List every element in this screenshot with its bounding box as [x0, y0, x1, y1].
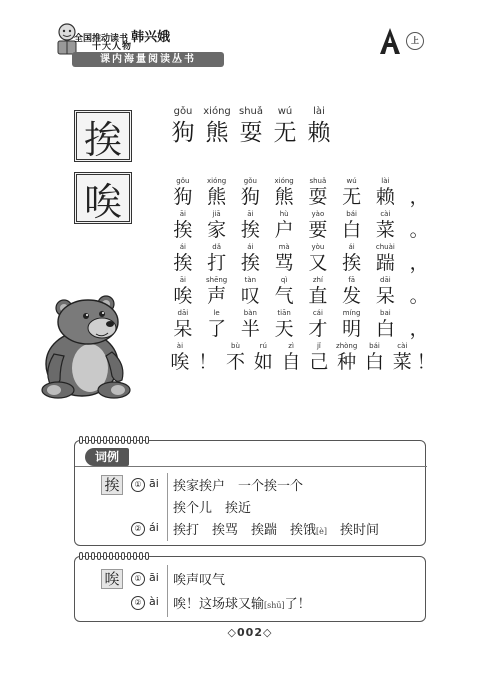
poem-char: shēng 声 — [205, 276, 228, 307]
poem-char: cài 菜 — [392, 342, 412, 373]
reading-2: ② ài — [131, 595, 159, 610]
poem-char: cái 才 — [308, 309, 328, 340]
poem-punct: ！ — [416, 351, 436, 373]
word-example-box-ai — [74, 440, 426, 546]
poem-line — [166, 176, 436, 209]
book-header — [52, 22, 452, 72]
poem-punct: ， — [409, 252, 429, 274]
poem-char: mà 骂 — [274, 243, 294, 274]
poem-line — [166, 275, 436, 308]
pinyin-annotation: [shū] — [264, 601, 285, 610]
reading-1: ① āi — [131, 477, 159, 492]
example-char-tag: 唉 — [101, 569, 123, 589]
example-words: 挨个儿 挨近 — [173, 501, 252, 516]
poem-char: hù 户 — [274, 210, 294, 241]
poem-char: qì 气 — [274, 276, 294, 307]
title-char: xióng 熊 — [203, 106, 231, 146]
title-char: shuǎ 耍 — [238, 106, 263, 146]
poem-char: ài 唉 — [170, 342, 190, 373]
poem-char: wú 无 — [342, 177, 362, 208]
poem-line — [166, 308, 436, 341]
word-example-box-ai-2 — [74, 556, 426, 622]
poem-line — [166, 242, 436, 275]
poem-char: lài 赖 — [375, 177, 395, 208]
title-char: wú 无 — [273, 106, 297, 146]
reading-1: ① āi — [131, 571, 159, 586]
example-header — [75, 447, 427, 467]
bear-illustration — [30, 292, 138, 402]
page-number: ◇002◇ — [227, 626, 273, 639]
poem-punct: 。 — [409, 219, 429, 241]
poem-char: tiān 天 — [274, 309, 294, 340]
poem-title — [168, 105, 334, 147]
level-a-badge — [378, 26, 402, 56]
reading-2: ② ái — [131, 521, 159, 536]
poem-char: míng 明 — [342, 309, 362, 340]
poem-char: gǒu 狗 — [173, 177, 193, 208]
poem-punct: ！ — [198, 351, 218, 373]
example-words: 唉声叹气 — [173, 573, 226, 588]
poem-char: ái 挨 — [240, 243, 260, 274]
poem-char: bái 白 — [342, 210, 362, 241]
char-card-ai-2: 唉 — [74, 172, 132, 224]
example-label: 词例 — [85, 448, 129, 466]
poem-char: āi 唉 — [173, 276, 193, 307]
divider — [167, 473, 168, 541]
char-card-ai-1: 挨 — [74, 110, 132, 162]
poem-line — [166, 341, 436, 374]
spiral-binding-icon — [79, 552, 149, 560]
poem-char: ái 挨 — [342, 243, 362, 274]
poem-char: dǎ 打 — [207, 243, 227, 274]
poem-char: āi 挨 — [173, 210, 193, 241]
poem-char: bai 白 — [375, 309, 395, 340]
poem-char: gǒu 狗 — [240, 177, 260, 208]
poem-char: yào 要 — [308, 210, 328, 241]
poem-char: jiā 家 — [207, 210, 227, 241]
example-words: 唉！这场球又输[shū]了！ — [173, 597, 311, 612]
example-words: 挨打 挨骂 挨踹 挨饿[è] 挨时间 — [173, 523, 380, 538]
poem-char: tàn 叹 — [240, 276, 260, 307]
poem-char: zì 自 — [281, 342, 301, 373]
pinyin-annotation: [è] — [316, 527, 327, 536]
divider — [167, 565, 168, 617]
poem-char: rú 如 — [253, 342, 273, 373]
poem-char: zhòng 种 — [336, 342, 358, 373]
poem-char: āi 挨 — [240, 210, 260, 241]
example-char-tag: 挨 — [101, 475, 123, 495]
poem-char: ái 挨 — [173, 243, 193, 274]
poem-char: jǐ 己 — [309, 342, 329, 373]
series-subtitle: 十大人物 — [92, 42, 133, 52]
poem-char: bái 白 — [364, 342, 384, 373]
poem-line — [166, 209, 436, 242]
poem-char: dāi 呆 — [173, 309, 193, 340]
poem-char: chuài 踹 — [375, 243, 395, 274]
poem-char: yòu 又 — [308, 243, 328, 274]
example-words: 挨家挨户 一个挨一个 — [173, 479, 304, 494]
series-banner: 课内海量阅读丛书 — [72, 52, 224, 67]
poem-char: cài 菜 — [375, 210, 395, 241]
poem-char: shuǎ 耍 — [308, 177, 328, 208]
poem-char: xióng 熊 — [274, 177, 294, 208]
author-name: 韩兴娥 — [131, 30, 171, 45]
poem-char: le 了 — [207, 309, 227, 340]
series-title: 全国推动读书 韩兴娥 — [74, 30, 171, 45]
poem-punct: 。 — [409, 285, 429, 307]
poem-char: bù 不 — [225, 342, 245, 373]
poem-char: fā 发 — [342, 276, 362, 307]
poem-char: zhí 直 — [308, 276, 328, 307]
poem-punct: ， — [409, 318, 429, 340]
volume-badge: 上 — [406, 32, 424, 50]
poem-char: bàn 半 — [240, 309, 260, 340]
poem-char: xióng 熊 — [207, 177, 227, 208]
poem-char: dāi 呆 — [375, 276, 395, 307]
title-char: gǒu 狗 — [171, 106, 195, 146]
spiral-binding-icon — [79, 436, 149, 444]
poem-punct: ， — [409, 186, 429, 208]
title-char: lài 赖 — [307, 106, 331, 146]
poem-body — [166, 176, 436, 374]
